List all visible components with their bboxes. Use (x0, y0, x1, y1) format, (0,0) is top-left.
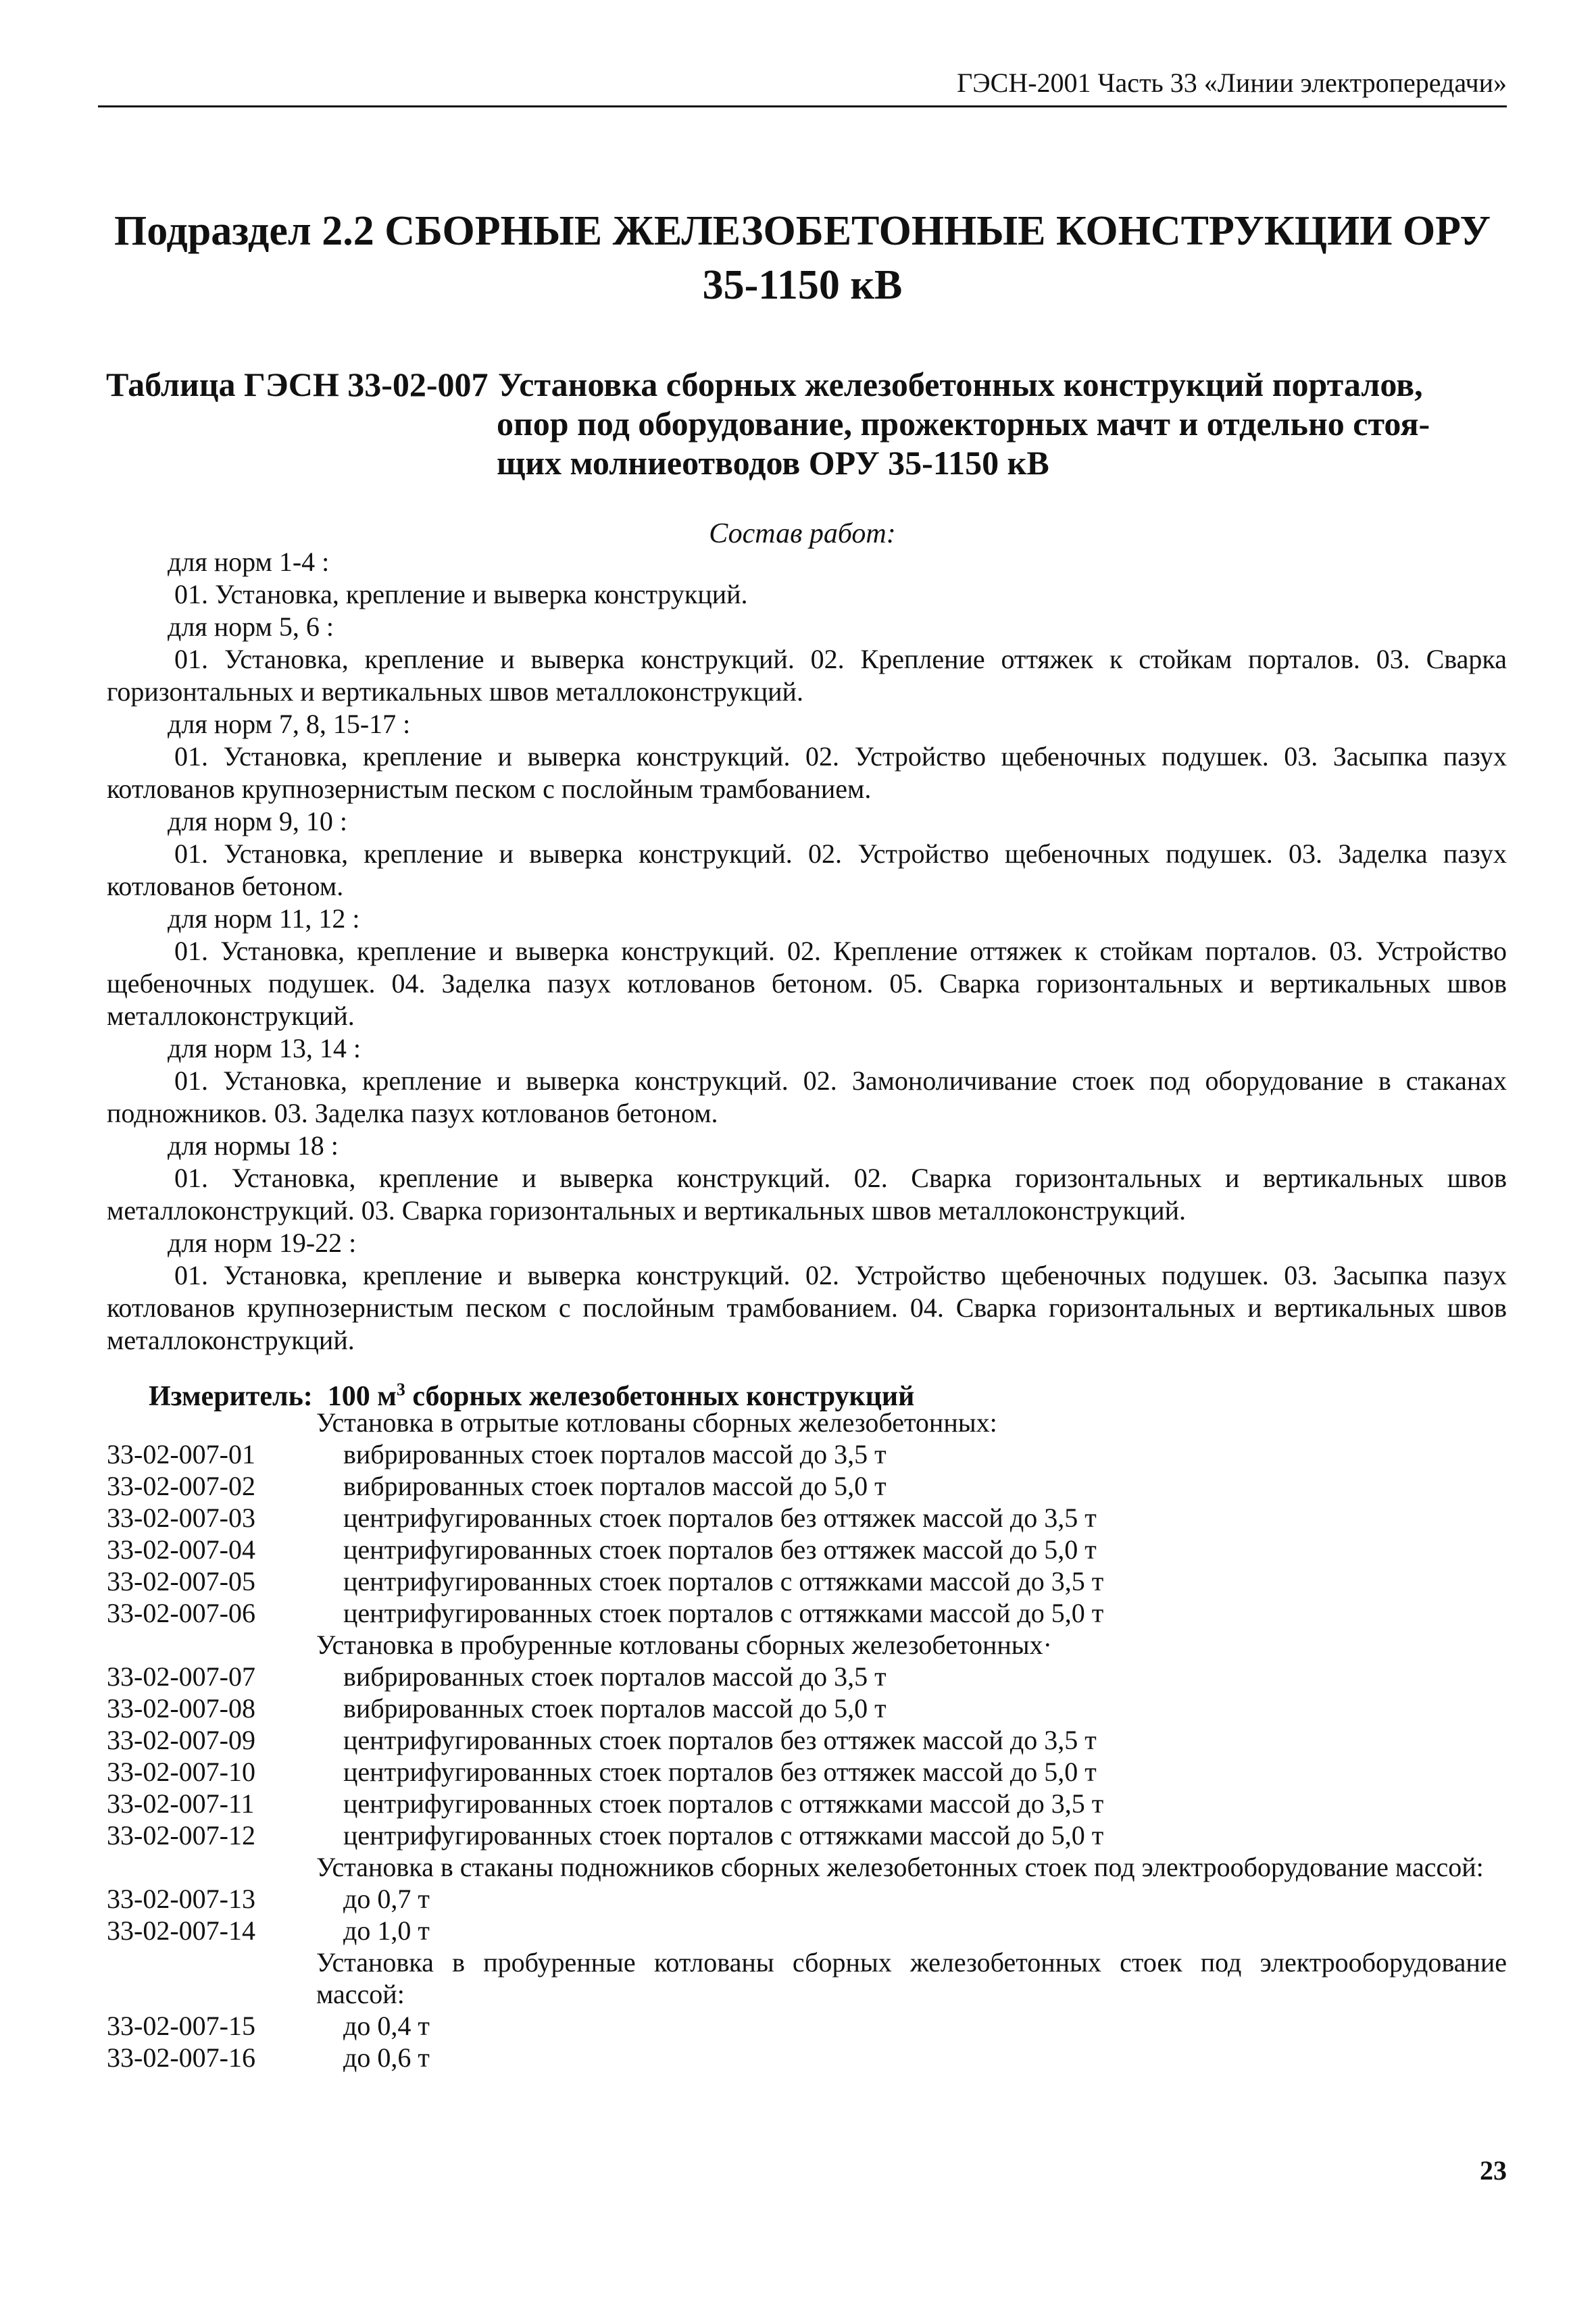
item-description: вибрированных стоек порталов массой до 5,0 т (343, 1693, 887, 1724)
item-code: 33-02-007-07 (107, 1661, 255, 1692)
list-item (107, 1915, 1507, 1946)
item-description: до 0,7 т (343, 1884, 430, 1914)
item-code: 33-02-007-01 (107, 1439, 255, 1469)
item-group-heading: Установка в пробуренные котлованы сборных железобетонных стоек под электрооборудование массой: (316, 1947, 1507, 2009)
item-group-heading: Установка в пробуренные котлованы сборных железобетонных· (316, 1630, 1052, 1660)
item-code: 33-02-007-10 (107, 1757, 255, 1787)
header-divider (98, 105, 1507, 107)
item-code: 33-02-007-13 (107, 1884, 255, 1914)
list-item (107, 1597, 1507, 1629)
item-code: 33-02-007-12 (107, 1820, 255, 1851)
item-description: центрифугированных стоек порталов с оттяжками массой до 5,0 т (343, 1598, 1104, 1628)
item-description: центрифугированных стоек порталов без оттяжек массой до 3,5 т (343, 1503, 1097, 1533)
item-description: центрифугированных стоек порталов без оттяжек массой до 3,5 т (343, 1725, 1097, 1755)
work-operations: 01. Установка, крепление и выверка конструкций. (174, 579, 748, 609)
item-description: вибрированных стоек порталов массой до 3,5 т (343, 1661, 887, 1692)
work-norm-label: для норм 9, 10 : (168, 806, 347, 836)
item-description: до 0,6 т (343, 2042, 430, 2073)
list-item (107, 2042, 1507, 2073)
work-norm-label: для норм 19-22 : (168, 1228, 357, 1258)
table-title-line-3: щих молниеотводов ОРУ 35-1150 кВ (497, 444, 1049, 482)
work-operations: 01. Установка, крепление и выверка конструкций. 02. Замоноличивание стоек под оборудование в стаканах подножников. 03. Заделка пазух котлованов бетоном. (107, 1065, 1507, 1128)
item-code: 33-02-007-05 (107, 1566, 255, 1596)
meter-unit: 100 $м^3$ сборных железобетонных конструкций (327, 1380, 915, 1412)
item-description: до 1,0 т (343, 1915, 430, 1946)
page-number: 23 (1480, 2155, 1507, 2186)
item-description: центрифугированных стоек порталов с оттяжками массой до 3,5 т (343, 1788, 1104, 1819)
table-title-lead: Таблица ГЭСН 33-02-007 (106, 366, 489, 403)
table-title-line-1: Установка сборных железобетонных конструкций порталов, (498, 366, 1423, 403)
item-description: центрифугированных стоек порталов с оттяжками массой до 3,5 т (343, 1566, 1104, 1596)
work-norm-label: для норм 11, 12 : (168, 903, 360, 934)
item-description: вибрированных стоек порталов массой до 3,5 т (343, 1439, 887, 1469)
item-code: 33-02-007-11 (107, 1788, 255, 1819)
list-item (107, 1534, 1507, 1565)
item-code: 33-02-007-09 (107, 1725, 255, 1755)
list-item (107, 1788, 1507, 1819)
item-description: центрифугированных стоек порталов без оттяжек массой до 5,0 т (343, 1534, 1097, 1565)
item-code: 33-02-007-14 (107, 1915, 255, 1946)
work-norm-label: для норм 5, 6 : (168, 611, 334, 642)
list-item (107, 1692, 1507, 1724)
item-code: 33-02-007-08 (107, 1693, 255, 1724)
list-item (107, 1438, 1507, 1470)
list-item (107, 2010, 1507, 2042)
list-item (107, 1661, 1507, 1692)
item-description: центрифугированных стоек порталов с оттяжками массой до 5,0 т (343, 1820, 1104, 1851)
list-item (107, 1883, 1507, 1915)
item-group-heading: Установка в стаканы подножников сборных железобетонных стоек под электрооборудование массой: (316, 1852, 1484, 1882)
work-operations: 01. Установка, крепление и выверка конструкций. 02. Крепление оттяжек к стойкам порталов. 03. Сварка горизонтальных и вертикальных швов металлоконструкций. (107, 644, 1507, 707)
list-item (107, 1724, 1507, 1756)
work-norm-label: для норм 13, 14 : (168, 1033, 361, 1063)
section-title: Подраздел 2.2 СБОРНЫЕ ЖЕЛЕЗОБЕТОННЫЕ КОНСТРУКЦИИ ОРУ 35-1150 кВ (114, 208, 1491, 308)
work-operations: 01. Установка, крепление и выверка конструкций. 02. Крепление оттяжек к стойкам порталов. 03. Устройство щебеночных подушек. 04. Заделка пазух котлованов бетоном. 05. Сварка горизонтальных и вертикальных швов металлоконструкций. (107, 936, 1507, 1031)
item-code: 33-02-007-06 (107, 1598, 255, 1628)
list-item (107, 1756, 1507, 1788)
norm-items-list (107, 1407, 1507, 2073)
meter-label: Измеритель: (149, 1381, 313, 1412)
list-item (107, 1819, 1507, 1851)
work-operations: 01. Установка, крепление и выверка конструкций. 02. Устройство щебеночных подушек. 03. Засыпка пазух котлованов крупнозернистым песком с послойным трамбованием. (107, 741, 1507, 804)
table-title-line-2: опор под оборудование, прожекторных мачт и отдельно стоя- (497, 405, 1430, 443)
work-composition-list (107, 546, 1507, 1357)
work-operations: 01. Установка, крепление и выверка конструкций. 02. Устройство щебеночных подушек. 03. Засыпка пазух котлованов крупнозернистым песком с послойным трамбованием. 04. Сварка горизонтальных и вертикальных швов металлоконструкций. (107, 1260, 1507, 1355)
list-item (107, 1502, 1507, 1534)
work-operations: 01. Установка, крепление и выверка конструкций. 02. Устройство щебеночных подушек. 03. Заделка пазух котлованов бетоном. (107, 838, 1507, 901)
composition-heading: Состав работ: (709, 518, 896, 549)
work-norm-label: для норм 7, 8, 15-17 : (168, 709, 411, 739)
item-code: 33-02-007-04 (107, 1534, 255, 1565)
item-description: центрифугированных стоек порталов без оттяжек массой до 5,0 т (343, 1757, 1097, 1787)
item-description: вибрированных стоек порталов массой до 5,0 т (343, 1471, 887, 1501)
item-code: 33-02-007-02 (107, 1471, 255, 1501)
work-norm-label: для норм 1-4 : (168, 547, 330, 577)
list-item (107, 1565, 1507, 1597)
running-header: ГЭСН-2001 Часть 33 «Линии электропередачи» (957, 68, 1507, 98)
item-code: 33-02-007-16 (107, 2042, 255, 2073)
item-code: 33-02-007-03 (107, 1503, 255, 1533)
item-code: 33-02-007-15 (107, 2011, 255, 2041)
item-group-heading: Установка в отрытые котлованы сборных железобетонных: (316, 1407, 997, 1438)
list-item (107, 1470, 1507, 1502)
item-description: до 0,4 т (343, 2011, 430, 2041)
work-norm-label: для нормы 18 : (168, 1130, 339, 1161)
work-operations: 01. Установка, крепление и выверка конструкций. 02. Сварка горизонтальных и вертикальных швов металлоконструкций. 03. Сварка горизонтальных и вертикальных швов металлоконструкций. (107, 1163, 1507, 1226)
